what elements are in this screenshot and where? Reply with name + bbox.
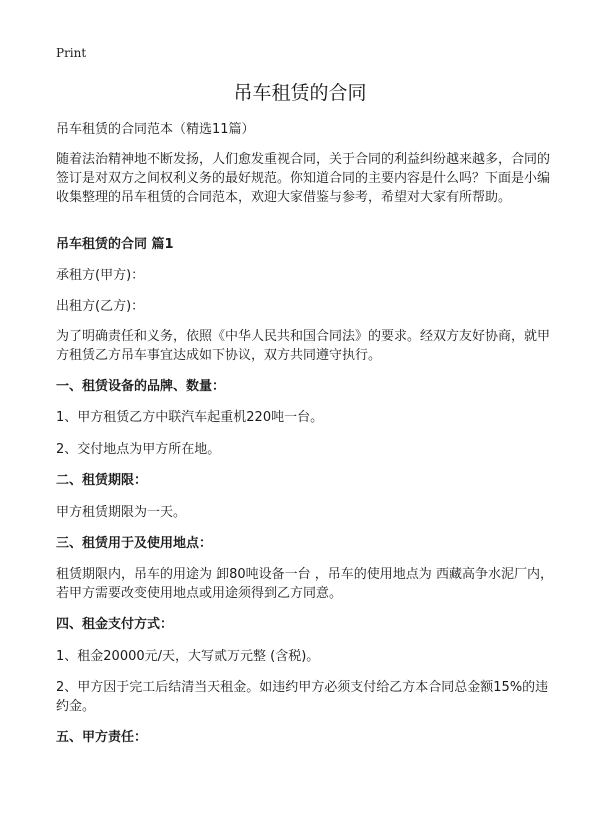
- clause-4-item-2: 2、甲方因于完工后结清当天租金。如违约甲方必须支付给乙方本合同总金额15%的违约金。: [56, 680, 549, 714]
- clause-1-item-1: 1、甲方租赁乙方中联汽车起重机220吨一台。: [56, 410, 324, 425]
- section-heading: 吊车租赁的合同 篇1: [56, 237, 174, 252]
- clause-4-heading: 四、租金支付方式：: [56, 617, 174, 632]
- clause-4-item-1: 1、租金20000元/天，大写贰万元整 (含税)。: [56, 649, 320, 664]
- clause-1-heading: 一、租赁设备的品牌、数量：: [56, 379, 226, 394]
- clause-1-item-2: 2、交付地点为甲方所在地。: [56, 442, 221, 457]
- print-label[interactable]: Print: [56, 46, 87, 60]
- document-title: 吊车租赁的合同: [233, 82, 367, 104]
- intro-paragraph: 随着法治精神地不断发扬，人们愈发重视合同，关于合同的利益纠纷越来越多，合同的签订是对双方之间权利义务的最好规范。你知道合同的主要内容是什么吗？下面是小编收集整理的吊车租赁的合同范本，欢迎大家借鉴与参考，希望对大家有所帮助。: [56, 152, 551, 205]
- clause-5-heading: 五、甲方责任：: [56, 730, 148, 745]
- clause-3-heading: 三、租赁用于及使用地点：: [56, 536, 213, 551]
- document-subtitle: 吊车租赁的合同范本（精选11篇）: [56, 122, 255, 137]
- clause-3-text: 租赁期限内，吊车的用途为 卸80吨设备一台 ，吊车的使用地点为 西藏高争水泥厂内，若甲方需要改变使用地点或用途须得到乙方同意。: [56, 567, 553, 601]
- lessee-line: 承租方(甲方)：: [56, 268, 145, 283]
- clause-2-text: 甲方租赁期限为一天。: [56, 505, 187, 520]
- lessor-line: 出租方(乙方)：: [56, 299, 145, 314]
- clause-2-heading: 二、租赁期限：: [56, 473, 148, 488]
- preamble-paragraph: 为了明确责任和义务，依照《中华人民共和国合同法》的要求。经双方友好协商，就甲方租赁乙方吊车事宜达成如下协议，双方共同遵守执行。: [56, 329, 551, 363]
